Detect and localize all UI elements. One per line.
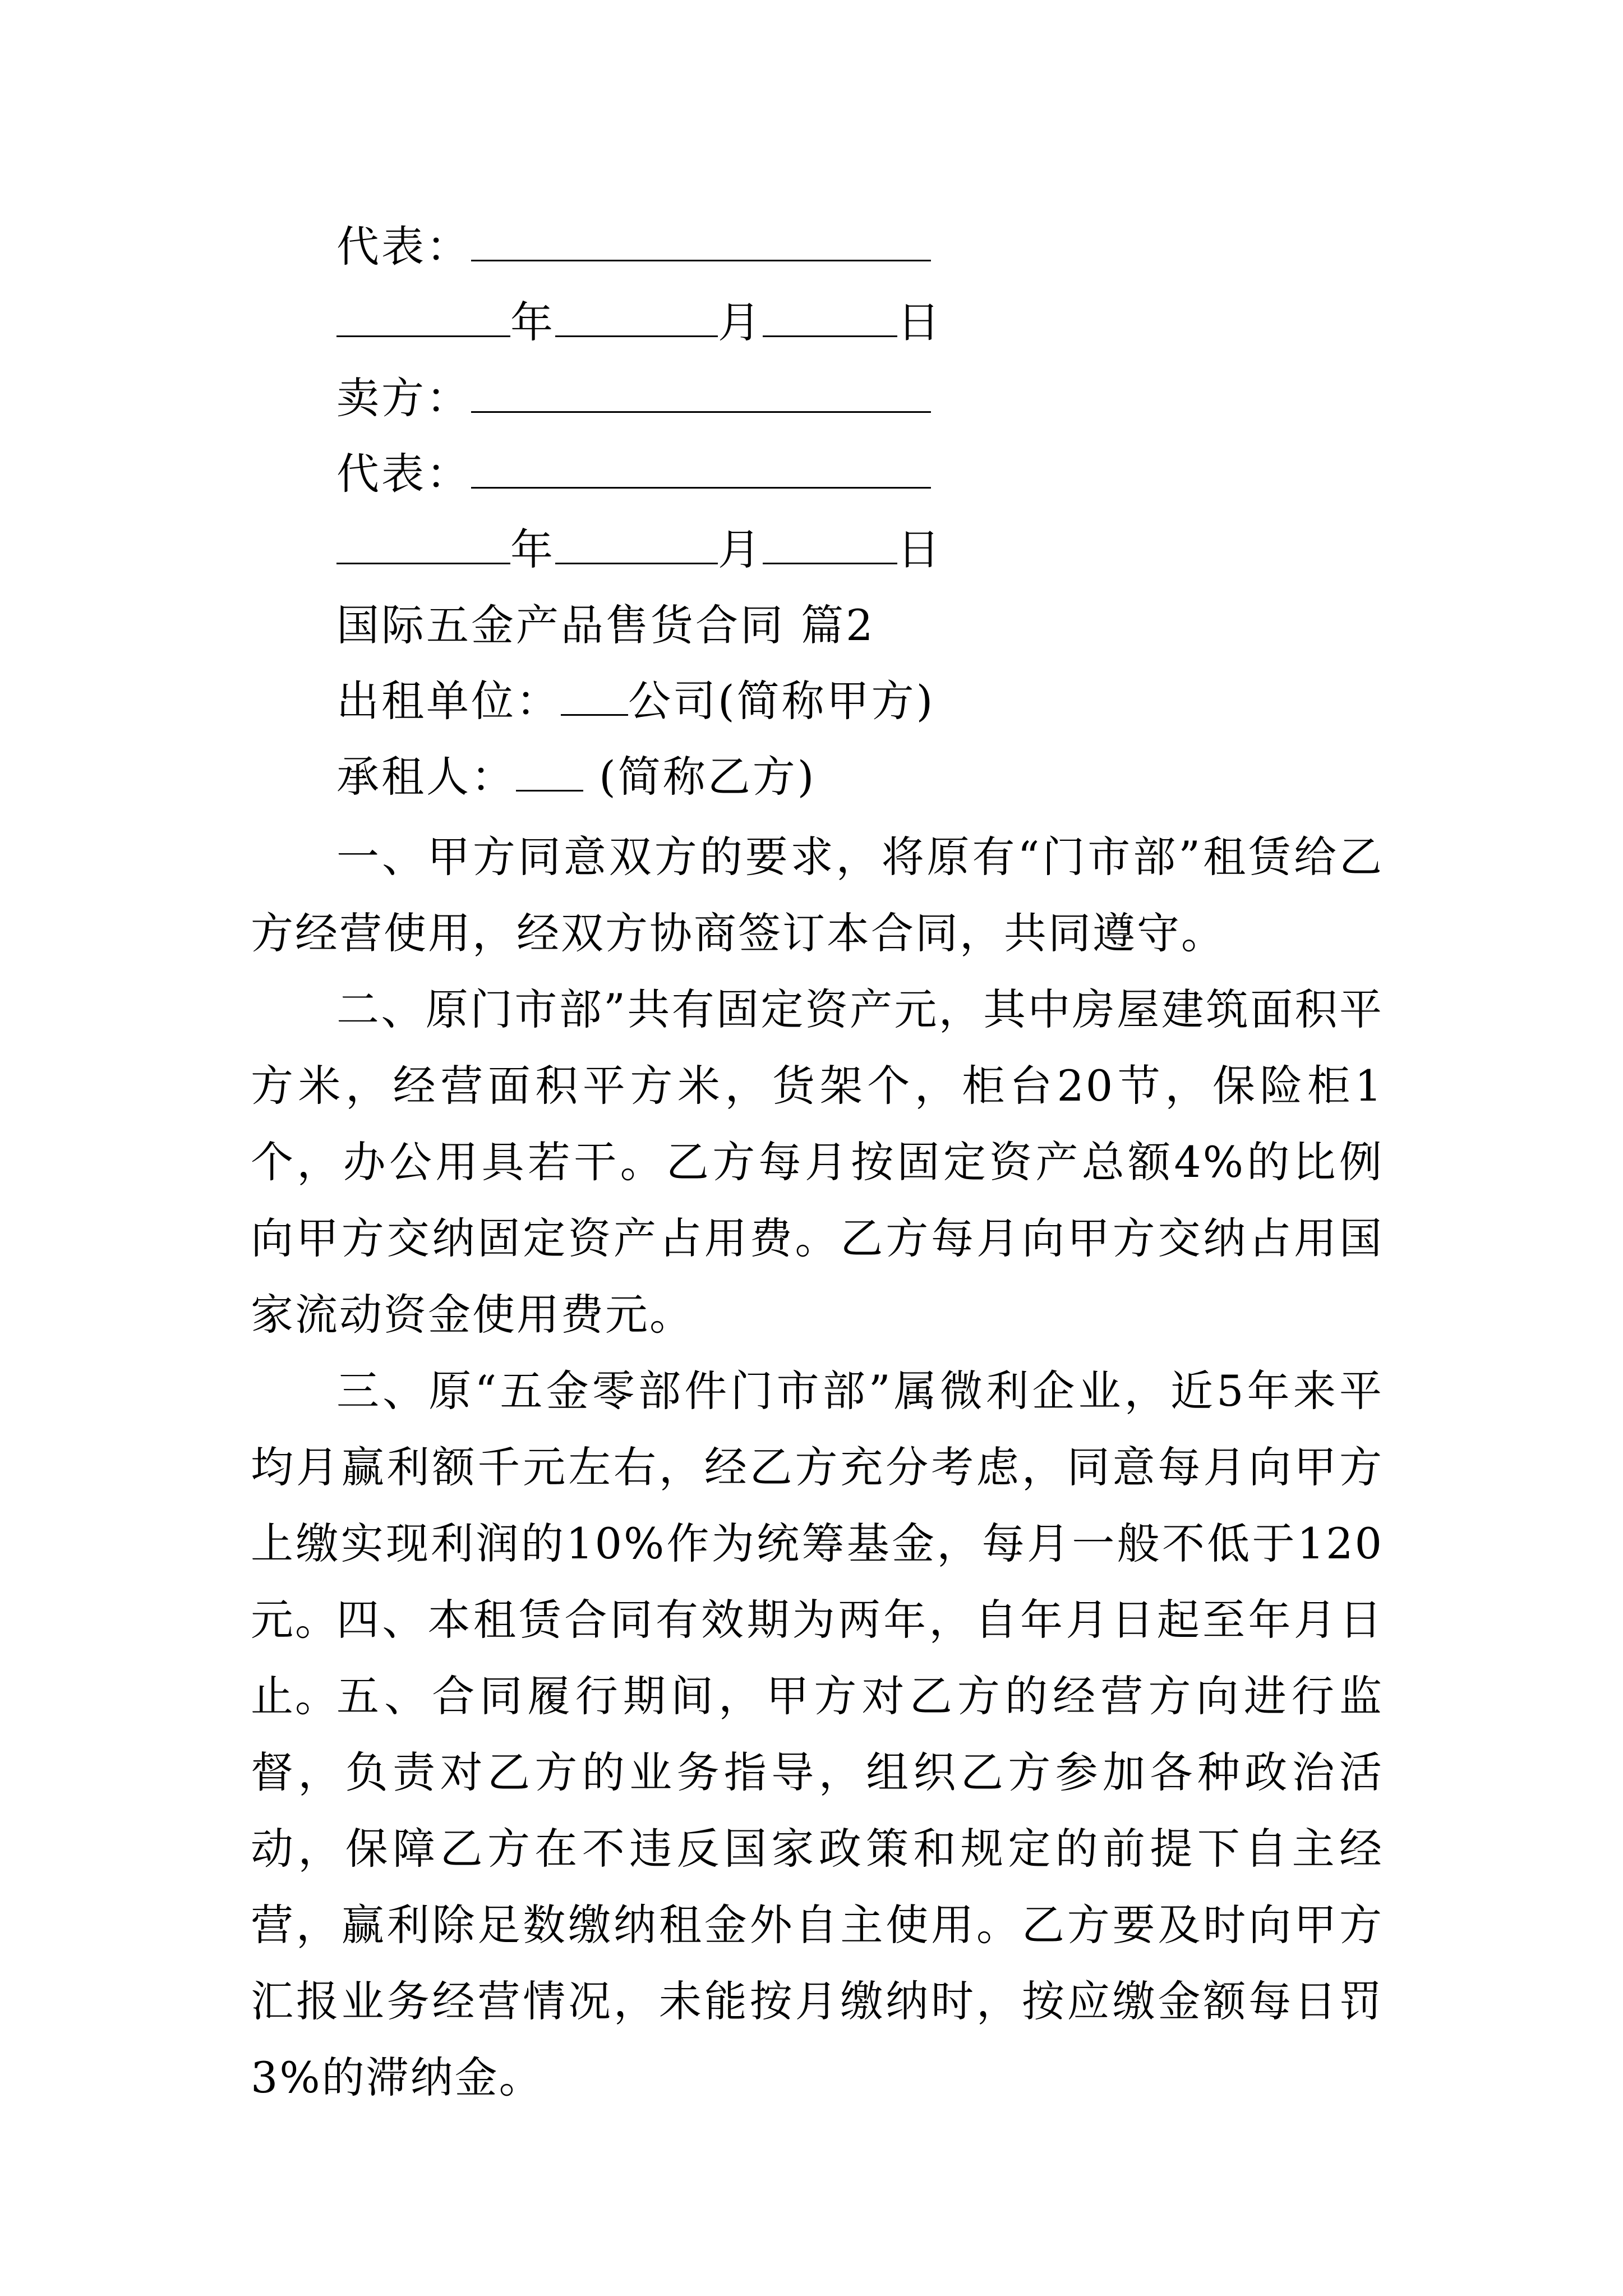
date-2-day-label: 日 <box>897 524 942 574</box>
date-2-month-blank <box>555 523 718 564</box>
seller-line <box>336 370 931 426</box>
lessee-label: 承租人： <box>336 752 516 802</box>
date-2-month-label: 月 <box>718 524 763 574</box>
representative-1-label: 代表： <box>336 222 471 272</box>
seller-blank <box>471 372 931 413</box>
clause-4: 四、本租赁合同有效期为两年，自年月日起至年月日止。 <box>251 1595 1384 1721</box>
date-2-year-blank <box>336 523 510 564</box>
section-title: 国际五金产品售货合同 篇2 <box>336 600 875 650</box>
date-1-month-label: 月 <box>718 297 763 347</box>
lessee-suffix: (简称乙方) <box>583 752 817 802</box>
lessee-line <box>336 749 816 805</box>
representative-1-blank <box>471 220 931 261</box>
date-1-year-label: 年 <box>510 297 555 347</box>
seller-label: 卖方： <box>336 373 471 423</box>
clause-5: 五、合同履行期间，甲方对乙方的经营方向进行监督，负责对乙方的业务指导，组织乙方参加各种政治活动，保障乙方在不违反国家政策和规定的前提下自主经营，赢利除足数缴纳租金外自主使用。乙方要及时向甲方汇报业务经营情况，未能按月缴纳时，按应缴金额每日罚3%的滞纳金。 <box>251 1671 1384 2102</box>
representative-2-blank <box>471 448 931 489</box>
representative-2-line <box>336 446 931 502</box>
date-1-day-blank <box>763 296 897 337</box>
representative-2-label: 代表： <box>336 449 471 499</box>
representative-1-line <box>336 219 931 275</box>
lessor-line <box>336 673 935 729</box>
clause-2: 二、原门市部”共有固定资产元，其中房屋建筑面积平方米，经营面积平方米，货架个，柜台20节，保险柜1个，办公用具若干。乙方每月按固定资产总额4%的比例向甲方交纳固定资产占用费。乙方每月向甲方交纳占用国家流动资金使用费元。 <box>251 984 1384 1340</box>
clause-1: 一、甲方同意双方的要求，将原有“门市部”租赁给乙方经营使用，经双方协商签订本合同，共同遵守。 <box>251 832 1384 958</box>
lessor-suffix: 公司(简称甲方) <box>628 676 935 726</box>
date-2-line <box>336 522 942 578</box>
clause-3: 三、原“五金零部件门市部”属微利企业，近5年来平均月赢利额千元左右，经乙方充分考虑，同意每月向甲方上缴实现利润的10%作为统筹基金，每月一般不低于120元。 <box>251 1366 1384 1645</box>
date-2-day-blank <box>763 523 897 564</box>
lessor-blank <box>561 675 628 716</box>
date-1-year-blank <box>336 296 510 337</box>
date-1-day-label: 日 <box>897 297 942 347</box>
date-1-month-blank <box>555 296 718 337</box>
date-2-year-label: 年 <box>510 524 555 574</box>
date-1-line <box>336 295 942 351</box>
lessor-label: 出租单位： <box>336 676 561 726</box>
lessee-blank <box>516 751 583 792</box>
